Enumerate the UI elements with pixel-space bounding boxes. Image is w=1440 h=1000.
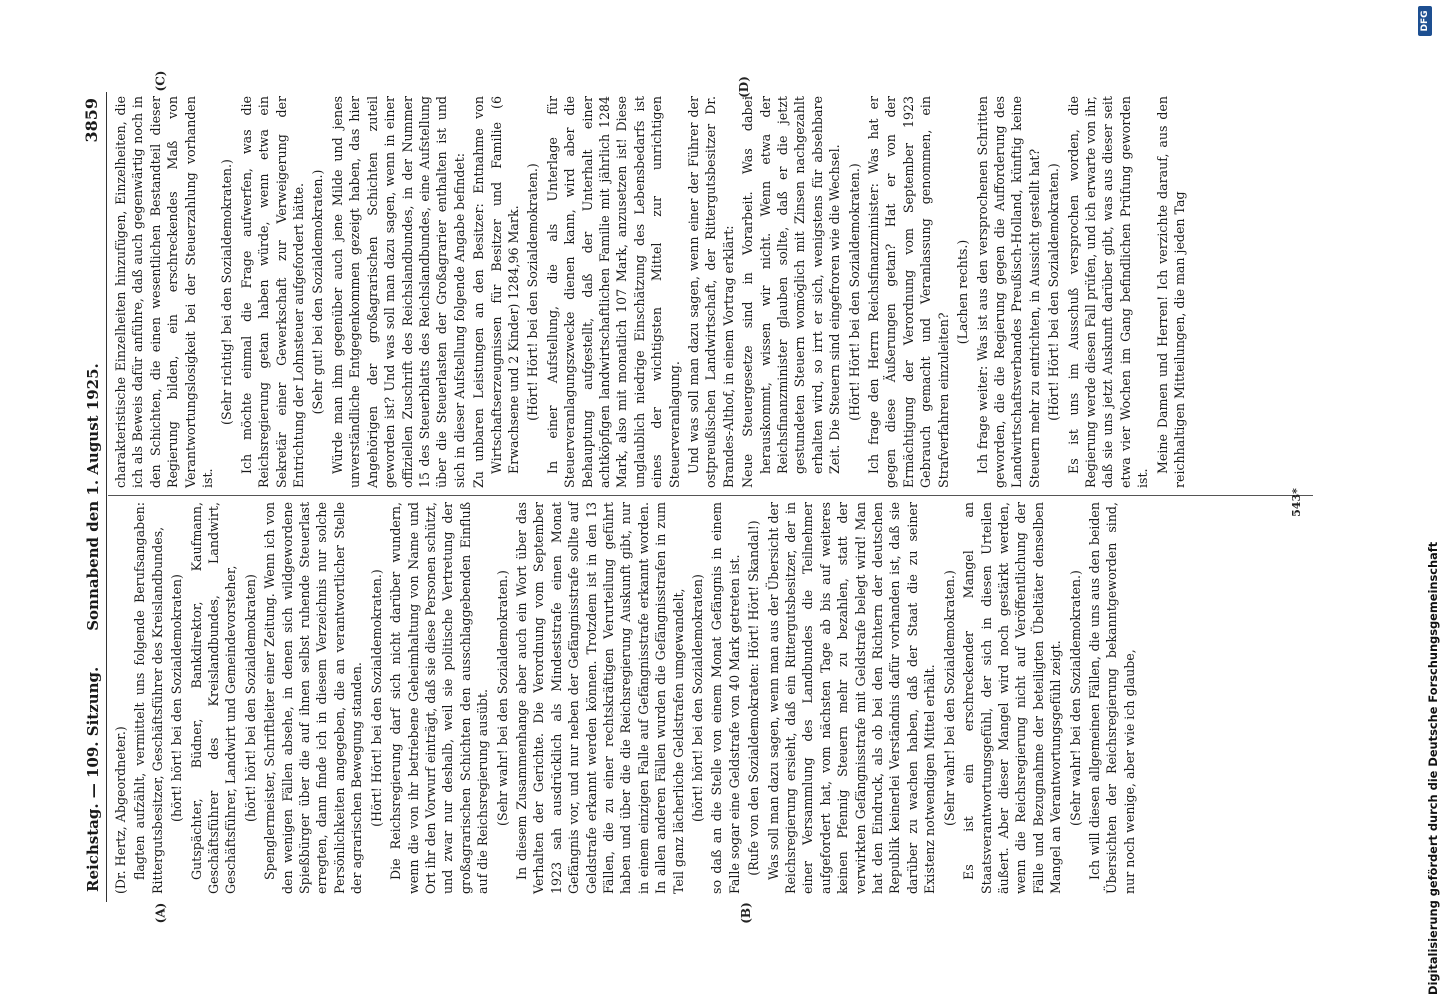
interjection: (Hört! Hört! bei den Sozialdemokraten.) xyxy=(846,163,862,421)
margin-letter-a: (A) xyxy=(153,902,168,924)
dfg-logo: DFG xyxy=(1418,6,1432,36)
paragraph: Es ist ein erschreckender Mangel an Staatsverantwortungsgefühl, der sich in diesen Urteilen äußert. Aber dieser Mangel wird noch gestärkt werden, wenn die Reichsregierung nicht auf Veröffentlichung der Fälle und Bezugnahme der beteiligten Übeltäter denselben Mangel an Verantwortungsgefühl zeigt. xyxy=(961,502,1064,894)
paragraph: Es ist uns im Ausschuß versprochen worden, die Regierung werde diesen Fall prüfen, und ich erwarte von ihr, daß sie uns jetzt Auskunft darüber gibt, was aus dieser seit etwa vier Wochen im Gang befindlichen Prüfung geworden ist. xyxy=(1065,96,1151,488)
interjection: (Sehr wahr! bei den Sozialdemokraten.) xyxy=(941,570,957,826)
header-session: Reichstag. — 109. Sitzung. xyxy=(84,666,102,892)
column-divider xyxy=(108,495,1313,496)
interjection: (Rufe von den Sozialdemokraten: Hört! Hört! Skandal!) xyxy=(746,520,762,876)
funding-notice: Digitalisierung gefördert durch die Deutsche Forschungsgemeinschaft xyxy=(1426,541,1440,995)
paragraph: In diesem Zusammenhange aber auch ein Wort über das Verhalten der Gerichte. Die Verordnung vom September 1923 sah ausdrücklich als Mindeststrafe einen Monat Gefängnis vor, und nur neben der Gefängnisstrafe sollte auf Geldstrafe erkannt werden können. Trotzdem ist in den 13 Fällen, die zu einer rechtskräftigen Verurteilung geführt haben und über die die Reichsregierung Auskunft gibt, nur in einem einzigen Falle auf Gefängnisstrafe erkannt worden. In allen anderen Fällen wurden die Gefängnisstrafen in zum Teil ganz lächerliche Geldstrafen umgewandelt, xyxy=(513,502,686,894)
interjection: (Sehr wahr! bei den Sozialdemokraten.) xyxy=(1067,570,1083,826)
paragraph: Was soll man dazu sagen, wenn man aus der Übersicht der Reichsregierung ersieht, daß ein Rittergutsbesitzer, der in einer Versammlung des Landbundes die Teilnehmer aufgefordert hat, vom nächsten Tage ab bis auf weiteres keinen Pfennig Steuern mehr zu bezahlen, statt der verwirkten Gefängnisstrafe mit Geldstrafe belegt wird! Man hat den Eindruck, als ob bei den Richtern der deutschen Republik keinerlei Verständnis dafür vorhanden ist, daß sie darüber zu wachen haben, daß der Staat die zu seiner Existenz notwendigen Mittel erhält. xyxy=(765,502,938,894)
header-date: Sonnabend den 1. August 1925. xyxy=(84,363,102,631)
interjection: (Hört! Hört! bei den Sozialdemokraten.) xyxy=(368,569,384,827)
interjection: (Sehr wahr! bei den Sozialdemokraten.) xyxy=(494,570,510,826)
paragraph: so daß an die Stelle von einem Monat Gefängnis in einem Falle sogar eine Geldstrafe von 40 Mark getreten ist. xyxy=(709,502,742,894)
page-header xyxy=(82,92,106,902)
interjection: (hört! hört! bei den Sozialdemokraten) xyxy=(690,574,705,822)
interjection: (Hört! Hört! bei den Sozialdemokraten.) xyxy=(525,163,541,421)
paragraph: flagten aufzählt, vermittelt uns folgende Berufsangaben: Rittergutsbesitzer, Geschäftsführer des Kreislandbundes, xyxy=(132,502,165,894)
right-column xyxy=(112,96,1307,488)
margin-letter-d: (D) xyxy=(736,76,751,98)
interjection: (Lachen rechts.) xyxy=(955,239,971,345)
quotation: Zu unbaren Leistungen an den Besitzer: Entnahme von Wirtschaftserzeugnissen für Besitzer und Familie (6 Erwachsene und 2 Kinder) 1284,96 Mark. xyxy=(471,96,521,488)
paragraph: Spenglermeister, Schriftleiter einer Zeitung. Wenn ich von den wenigen Fällen absehe, in denen sich wildgewordene Spießbürger über die auf ihnen selbst ruhende Steuerlast erregten, dann finde ich in diesem Verzeichnis nur solche Persönlichkeiten angegeben, die an verantwortlicher Stelle der agrarischen Bewegung standen. xyxy=(262,502,365,894)
paragraph: Würde man ihm gegenüber auch jene Milde und jenes unverständliche Entgegenkommen gezeigt haben, das hier Angehörigen der großagrarischen Schichten zuteil geworden ist? Und was soll man dazu sagen, wenn in einer offiziellen Zuschrift des Reichslandbundes, in der Nummer 15 des Steuerblatts des Reichslandbundes, eine Aufstellung über die Steuerlasten der Großagrarier enthalten ist und sich in dieser Aufstellung folgende Angabe befindet: xyxy=(329,96,467,488)
quotation: Neue Steuergesetze sind in Vorarbeit. Was dabei herauskommt, wissen wir nicht. Wenn etwa der Reichsfinanzminister glauben sollte, daß er die jetzt gestundeten Steuern womöglich mit Zinsen nachgezahlt erhalten wird, so irrt er sich, wenigstens für absehbare Zeit. Die Steuern sind eingefroren wie die Wechsel. xyxy=(740,96,843,488)
paragraph: Gutspächter, Büdner, Bankdirektor, Kaufmann, Geschäftsführer des Kreislandbundes, Landwirt, Geschäftsführer, Landwirt und Gemeindevorsteher, xyxy=(188,502,239,894)
margin-letter-b: (B) xyxy=(738,902,753,924)
page-signature: 543* xyxy=(1289,488,1303,517)
rotated-page xyxy=(82,92,1317,902)
interjection: (hört! hört! bei den Sozialdemokraten) xyxy=(169,574,185,822)
speaker-line: (Dr. Hertz, Abgeordneter.) xyxy=(113,726,128,894)
interjection: (Sehr richtig! bei den Sozialdemokraten.) xyxy=(219,159,235,425)
paragraph: Die Reichsregierung darf sich nicht darüber wundern, wenn die von ihr betriebene Geheimhaltung von Name und Ort ihr den Vorwurf einträgt, daß sie diese Personen schützt, und zwar nur deshalb, weil sie politische Vertretung der großagrarischen Schichten den ausschlaggebenden Einfluß auf die Reichsregierung ausübt. xyxy=(388,502,491,894)
paragraph: Ich frage den Herrn Reichsfinanzminister: Was hat er gegen diese Äußerungen getan? Hat er von der Ermächtigung der Verordnung vom September 1923 Gebrauch gemacht und Veranlassung genommen, ein Strafverfahren einzuleiten? xyxy=(866,96,951,488)
paragraph: charakteristische Einzelheiten hinzufügen, Einzelheiten, die ich als Beweis dafür anführe, daß auch gegenwärtig noch in den Schichten, die einen wesentlichen Bestandteil dieser Regierung bilden, ein erschreckendes Maß von Verantwortungslosigkeit bei der Steuerzahlung vorhanden ist. xyxy=(113,96,216,488)
interjection: (hört! hört! bei den Sozialdemokraten) xyxy=(242,574,258,822)
paragraph: In einer Aufstellung, die als Unterlage für Steuerveranlagungszwecke dienen kann, wird aber die Behauptung aufgestellt, daß der Unterhalt einer achtköpfigen landwirtschaftlichen Familie mit jährlich 1284 Mark, also mit monatlich 107 Mark, anzusetzen ist! Diese unglaublich niedrige Einschätzung des Lebensbedarfs ist eines der wichtigsten Mittel zur unrichtigen Steuerveranlagung. xyxy=(544,96,682,488)
paragraph: Und was soll man dazu sagen, wenn einer der Führer der ostpreußischen Landwirtschaft, der Rittergutsbesitzer Dr. Brandes-Althof, in einem Vortrag erklärt: xyxy=(686,96,736,488)
interjection: (Sehr gut! bei den Sozialdemokraten.) xyxy=(310,169,326,415)
paragraph: Meine Damen und Herren! Ich verzichte darauf, aus den reichhaltigen Mitteilungen, die man jeden Tag xyxy=(1154,96,1187,488)
interjection: (Hört! Hört! bei den Sozialdemokraten.) xyxy=(1046,163,1062,421)
paragraph: Ich frage weiter: Was ist aus den versprochenen Schritten geworden, die die Regierung gegen die Aufforderung des Landwirtschaftsverbandes Preußisch-Holland, künftig keine Steuern mehr zu entrichten, in Aussicht gestellt hat? xyxy=(974,96,1042,488)
paragraph: Ich möchte einmal die Frage aufwerfen, was die Reichsregierung getan haben würde, wenn etwa ein Sekretär einer Gewerkschaft zur Verweigerung der Entrichtung der Lohnsteuer aufgefordert hätte. xyxy=(238,96,307,488)
header-rule xyxy=(106,92,107,902)
margin-letter-c: (C) xyxy=(153,70,168,92)
left-column xyxy=(112,502,1307,894)
page-number: 3859 xyxy=(82,98,101,143)
paragraph: Ich will diesen allgemeinen Fällen, die uns aus den beiden Übersichten der Reichsregierung bekanntgeworden sind, nur noch wenige, aber wie ich glaube, xyxy=(1086,502,1137,894)
